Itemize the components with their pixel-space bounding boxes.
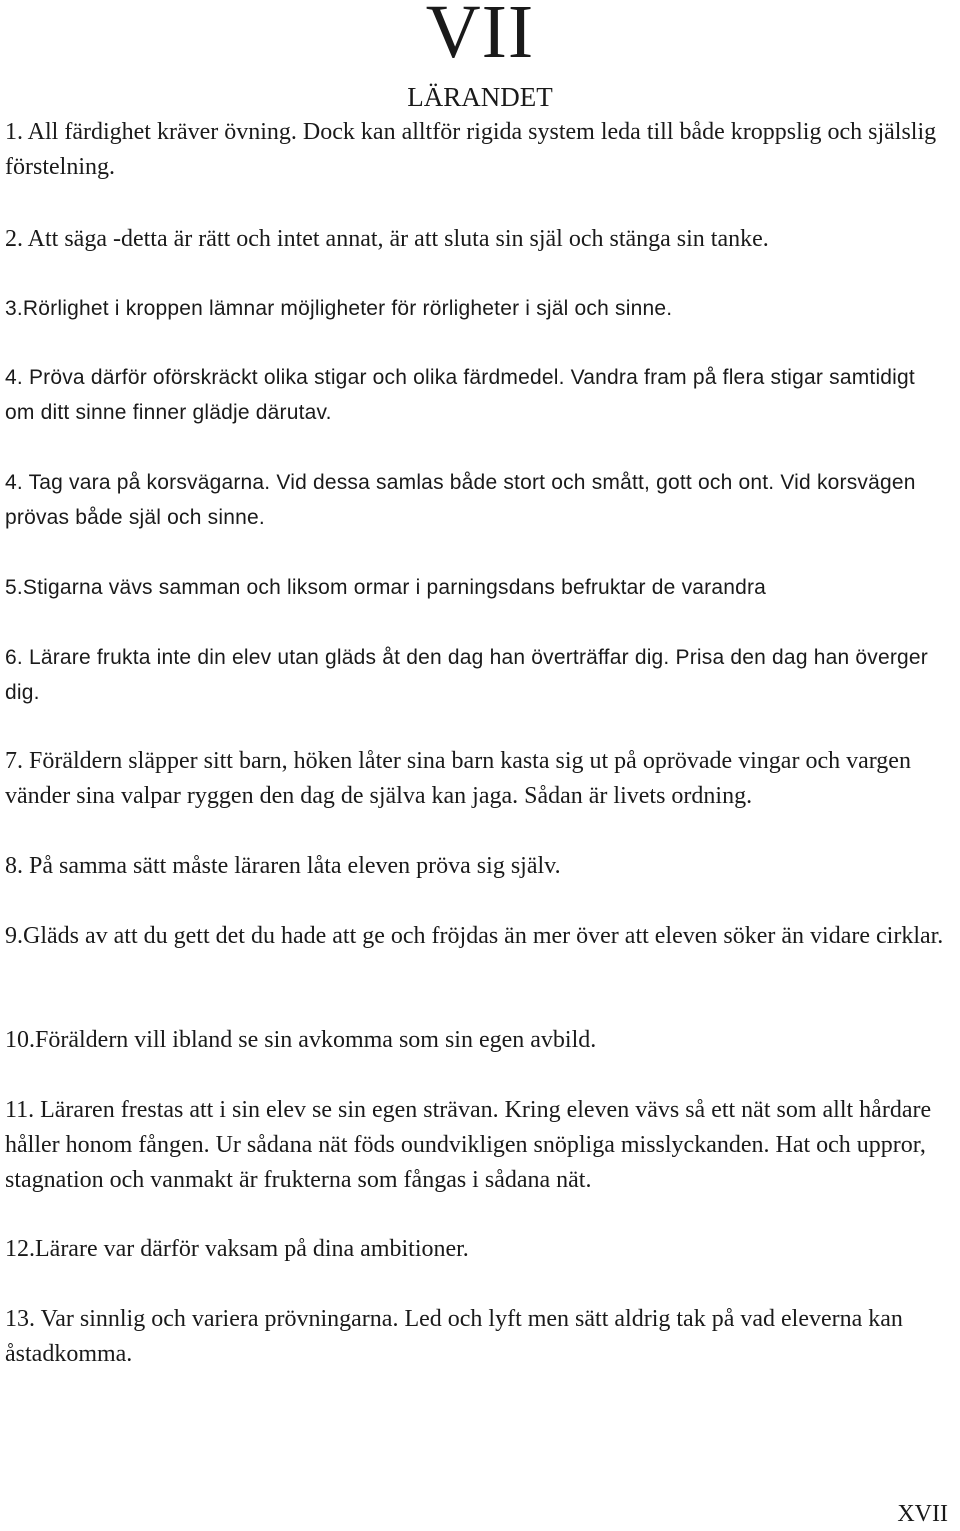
chapter-title: LÄRANDET bbox=[407, 82, 553, 112]
paragraph-9: 8. På samma sätt måste läraren låta eleven pröva sig själv. bbox=[5, 853, 561, 879]
paragraph-5: 4. Tag vara på korsvägarna. Vid dessa samlas både stort och smått, gott och ont. Vid korsvägen prövas både själ och sinne. bbox=[5, 471, 916, 529]
paragraph-13: 12.Lärare var därför vaksam på dina ambitioner. bbox=[5, 1236, 469, 1262]
paragraph-7: 6. Lärare frukta inte din elev utan gläds åt den dag han överträffar dig. Prisa den dag han överger dig. bbox=[5, 646, 929, 704]
paragraph-8: 7. Föräldern släpper sitt barn, höken låter sina barn kasta sig ut på oprövade vingar och vargen vänder sina valpar ryggen den dag de själva kan jaga. Sådan är livets ordning. bbox=[5, 748, 911, 809]
chapter-numeral: VII bbox=[425, 0, 535, 74]
paragraph-4: 4. Pröva därför oförskräckt olika stigar och olika färdmedel. Vandra fram på flera stigar samtidigt om ditt sinne finner glädje därutav. bbox=[5, 366, 915, 424]
paragraph-1: 1. All färdighet kräver övning. Dock kan alltför rigida system leda till både kroppslig och själslig förstelning. bbox=[5, 119, 937, 180]
paragraph-3: 3.Rörlighet i kroppen lämnar möjligheter för rörligheter i själ och sinne. bbox=[5, 297, 673, 320]
paragraph-11: 10.Föräldern vill ibland se sin avkomma som sin egen avbild. bbox=[5, 1027, 597, 1053]
paragraph-10: 9.Gläds av att du gett det du hade att ge och fröjdas än mer över att eleven söker än vidare cirklar. bbox=[5, 923, 944, 949]
paragraph-2: 2. Att säga -detta är rätt och intet annat, är att sluta sin själ och stänga sin tanke. bbox=[5, 226, 769, 252]
page-number: XVII bbox=[897, 1501, 948, 1527]
paragraph-6: 5.Stigarna vävs samman och liksom ormar i parningsdans befruktar de varandra bbox=[5, 576, 767, 599]
paragraph-12: 11. Läraren frestas att i sin elev se sin egen strävan. Kring eleven vävs så ett nät som allt hårdare håller honom fången. Ur sådana nät föds oundvikligen snöpliga misslyckanden. Hat och uppror, stagnation och vanmakt är frukterna som fångas i sådana nät. bbox=[5, 1097, 932, 1193]
paragraph-14: 13. Var sinnlig och variera prövningarna. Led och lyft men sätt aldrig tak på vad eleverna kan åstadkomma. bbox=[5, 1306, 903, 1367]
